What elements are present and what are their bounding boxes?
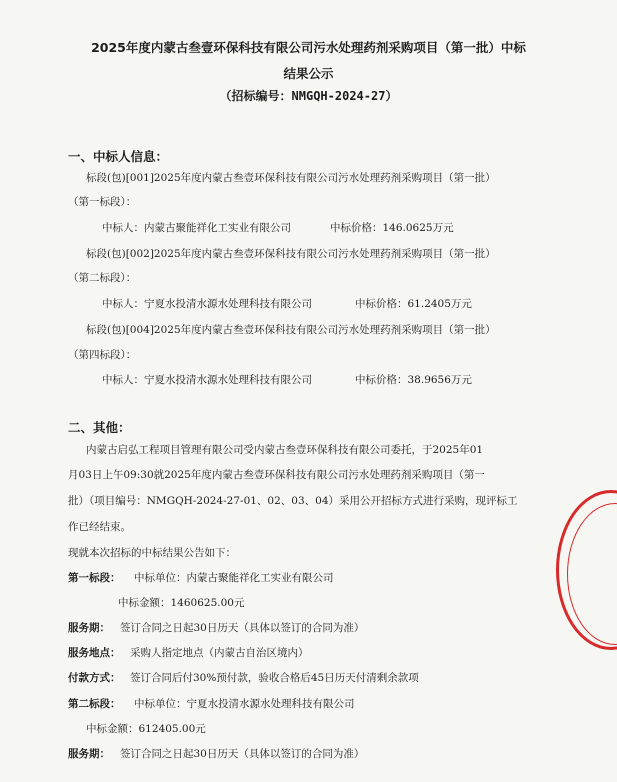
lot3-desc-cont: （第四标段）： [68, 349, 137, 361]
lot2-desc-cont: （第二标段）： [68, 272, 137, 284]
doc-title-line1: 2025年度内蒙古叁壹环保科技有限公司污水处理药剂采购项目（第一批）中标 [91, 40, 526, 55]
lot1-service-label: 服务期： [68, 622, 110, 634]
lot1-payment-label: 付款方式： [68, 672, 121, 684]
lot3-winner: 中标人：宁夏水投清水源水处理科技有限公司 [102, 374, 312, 386]
lot1-unit: 中标单位：内蒙古聚能祥化工实业有限公司 [134, 572, 334, 584]
doc-code: （招标编号：NMGQH-2024-27） [219, 89, 398, 103]
lot2-service-value: 签订合同之日起30日历天（具体以签订的合同为准） [120, 748, 365, 760]
lot1-desc: 标段(包)[001]2025年度内蒙古叁壹环保科技有限公司污水处理药剂采购项目（第一批） [86, 172, 496, 184]
lot1-payment-value: 签订合同后付30%预付款，验收合格后45日历天付清剩余款项 [130, 672, 419, 684]
seal-inner-ring [567, 503, 617, 645]
lot1-location-label: 服务地点： [68, 647, 121, 659]
lot2-price: 中标价格：61.2405万元 [355, 298, 472, 310]
section1-heading: 一、中标人信息： [68, 149, 169, 164]
lot1-location-value: 采购人指定地点（内蒙古自治区境内） [130, 647, 309, 659]
lot1-desc-cont: （第一标段）： [68, 196, 137, 208]
lot1-label: 第一标段： [68, 572, 121, 584]
doc-title-line2: 结果公示 [283, 66, 334, 81]
lot2-amount: 中标金额：612405.00元 [86, 723, 206, 735]
section2-heading: 二、其他： [68, 420, 131, 435]
lot1-service-value: 签订合同之日起30日历天（具体以签订的合同为准） [120, 622, 365, 634]
lot3-price: 中标价格：38.9656万元 [355, 374, 472, 386]
lot2-unit: 中标单位：宁夏水投清水源水处理科技有限公司 [134, 698, 355, 710]
official-seal [556, 490, 617, 650]
lot2-desc: 标段(包)[002]2025年度内蒙古叁壹环保科技有限公司污水处理药剂采购项目（第一批） [86, 248, 496, 260]
lot1-price: 中标价格：146.0625万元 [330, 222, 454, 234]
results-intro: 现就本次招标的中标结果公告如下： [68, 547, 236, 559]
para-line4: 作已经结束。 [68, 521, 131, 533]
lot2-label: 第二标段： [68, 698, 121, 710]
para-line1: 内蒙古启弘工程项目管理有限公司受内蒙古叁壹环保科技有限公司委托，于2025年01 [86, 444, 484, 456]
lot1-amount: 中标金额：1460625.00元 [118, 597, 245, 609]
lot2-service-label: 服务期： [68, 748, 110, 760]
lot2-winner: 中标人：宁夏水投清水源水处理科技有限公司 [102, 298, 312, 310]
para-line3: 批）（项目编号：NMGQH-2024-27-01、02、03、04）采用公开招标方式进行采购，现评标工 [68, 495, 518, 507]
para-line2: 月03日上午09:30就2025年度内蒙古叁壹环保科技有限公司污水处理药剂采购项目（第一 [68, 469, 485, 481]
lot1-winner: 中标人：内蒙古聚能祥化工实业有限公司 [102, 222, 291, 234]
lot3-desc: 标段(包)[004]2025年度内蒙古叁壹环保科技有限公司污水处理药剂采购项目（第一批） [86, 324, 496, 336]
